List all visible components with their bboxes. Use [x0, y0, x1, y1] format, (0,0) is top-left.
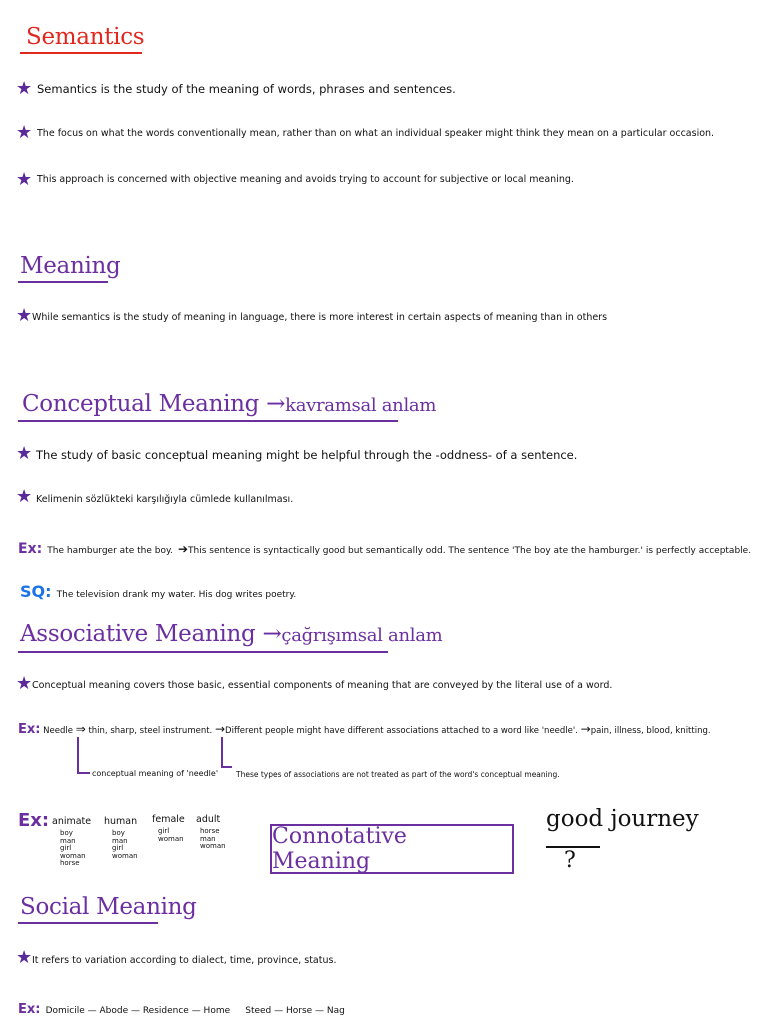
sq-label: SQ:: [20, 582, 52, 601]
arrow-right-icon: →: [266, 391, 286, 417]
conceptual-example: [18, 538, 751, 557]
feature-item: horse: [200, 827, 220, 835]
star-bullet-icon: ★: [16, 169, 33, 190]
connotative-title: Connotative Meaning: [272, 824, 407, 874]
conceptual-title: Conceptual Meaning: [22, 391, 260, 417]
feature-column: [196, 814, 226, 851]
semantics-heading: Semantics: [26, 24, 145, 50]
associative-bullet-1: Conceptual meaning covers those basic, essential components of meaning that are conveyed by the literal use of a word.: [32, 680, 613, 691]
semantics-bullet-3: This approach is concerned with objective meaning and avoids trying to account for subjective or local meaning.: [37, 174, 574, 185]
meaning-underline: [18, 281, 108, 283]
ex-associations: thin, sharp, steel instrument.: [88, 726, 213, 736]
feature-item: woman: [158, 834, 184, 843]
feature-item: man: [112, 836, 128, 845]
features-ex-label: Ex:: [18, 810, 50, 831]
semantics-underline: [20, 52, 142, 54]
conceptual-bullet-1: The study of basic conceptual meaning might be helpful through the -oddness- of a sentence.: [36, 448, 578, 462]
arrow-right-icon: →: [262, 621, 282, 647]
feature-item: woman: [112, 851, 138, 860]
feature-head: animate: [52, 816, 92, 827]
feature-item: woman: [200, 842, 226, 850]
ex-comment: Different people might have different associations attached to a word like 'needle'.: [225, 726, 578, 736]
social-heading: Social Meaning: [20, 894, 197, 920]
branch-conceptual: conceptual meaning of 'needle': [92, 769, 219, 778]
sq-example: [20, 582, 296, 601]
semantics-bullet-2: The focus on what the words conventionally mean, rather than on what an individual speaker might think they mean on a particular occasion.: [37, 128, 715, 139]
feature-item: boy: [112, 829, 125, 837]
feature-item: girl: [60, 844, 72, 852]
star-bullet-icon: ★: [16, 673, 33, 694]
associative-translation: çağrışımsal anlam: [281, 625, 443, 646]
ex-word: Needle: [43, 726, 73, 736]
meaning-bullet-1: While semantics is the study of meaning in language, there is more interest in certain aspects of meaning than in others: [32, 312, 608, 323]
sq-sentence: The television drank my water. His dog writes poetry.: [56, 590, 297, 600]
associative-heading: [20, 621, 442, 647]
ex-associations-2: pain, illness, blood, knitting.: [590, 726, 711, 736]
connotative-meaning-box: [270, 824, 514, 874]
associative-underline: [18, 651, 388, 653]
star-bullet-icon: ★: [16, 78, 33, 99]
star-bullet-icon: ★: [16, 122, 33, 143]
meaning-heading: Meaning: [20, 253, 121, 279]
feature-head: adult: [196, 814, 221, 825]
ex-label: Ex:: [18, 722, 41, 737]
feature-column: [104, 816, 138, 860]
social-bullet-1: It refers to variation according to dialect, time, province, status.: [32, 955, 337, 966]
star-bullet-icon: ★: [16, 443, 33, 464]
feature-item: woman: [60, 851, 86, 860]
conceptual-translation: kavramsal anlam: [285, 395, 437, 416]
feature-item: man: [60, 836, 76, 845]
feature-column: [52, 816, 91, 868]
arrow-right-icon: →: [214, 722, 226, 736]
arrow-right-icon: ➔: [177, 542, 189, 556]
social-underline: [18, 922, 158, 924]
conceptual-underline: [18, 420, 398, 422]
feature-head: female: [152, 814, 185, 825]
feature-item: horse: [60, 859, 80, 867]
ex-comment: This sentence is syntactically good but semantically odd. The sentence 'The boy ate the hamburger.' is perfectly acceptable.: [188, 546, 752, 556]
feature-item: man: [200, 834, 216, 843]
conceptual-heading: [22, 391, 436, 417]
associative-title: Associative Meaning: [20, 621, 256, 647]
ex-label: Ex:: [18, 541, 43, 557]
star-bullet-icon: ★: [16, 486, 33, 507]
social-example: [18, 998, 345, 1017]
semantics-bullet-1: Semantics is the study of the meaning of words, phrases and sentences.: [37, 82, 456, 96]
feature-item: girl: [158, 827, 170, 835]
arrow-right-icon: →: [580, 722, 591, 736]
side-note-line1: good journey: [546, 806, 699, 832]
feature-item: boy: [60, 829, 73, 837]
feature-column: [152, 814, 185, 843]
feature-head: human: [104, 816, 138, 827]
side-note-line2: ?: [564, 848, 576, 873]
star-bullet-icon: ★: [16, 947, 33, 968]
ex-sentence: The hamburger ate the boy.: [47, 546, 173, 556]
social-example-2: Steed — Horse — Nag: [245, 1006, 345, 1016]
branch-not-treated: These types of associations are not treated as part of the word's conceptual meaning.: [236, 770, 560, 779]
double-arrow-icon: ⇒: [75, 722, 86, 736]
star-bullet-icon: ★: [16, 305, 33, 326]
ex-label: Ex:: [18, 1002, 41, 1017]
feature-item: girl: [112, 844, 124, 852]
conceptual-bullet-2: Kelimenin sözlükteki karşılığıyla cümlede kullanılması.: [36, 494, 294, 505]
social-example-1: Domicile — Abode — Residence — Home: [45, 1006, 231, 1016]
